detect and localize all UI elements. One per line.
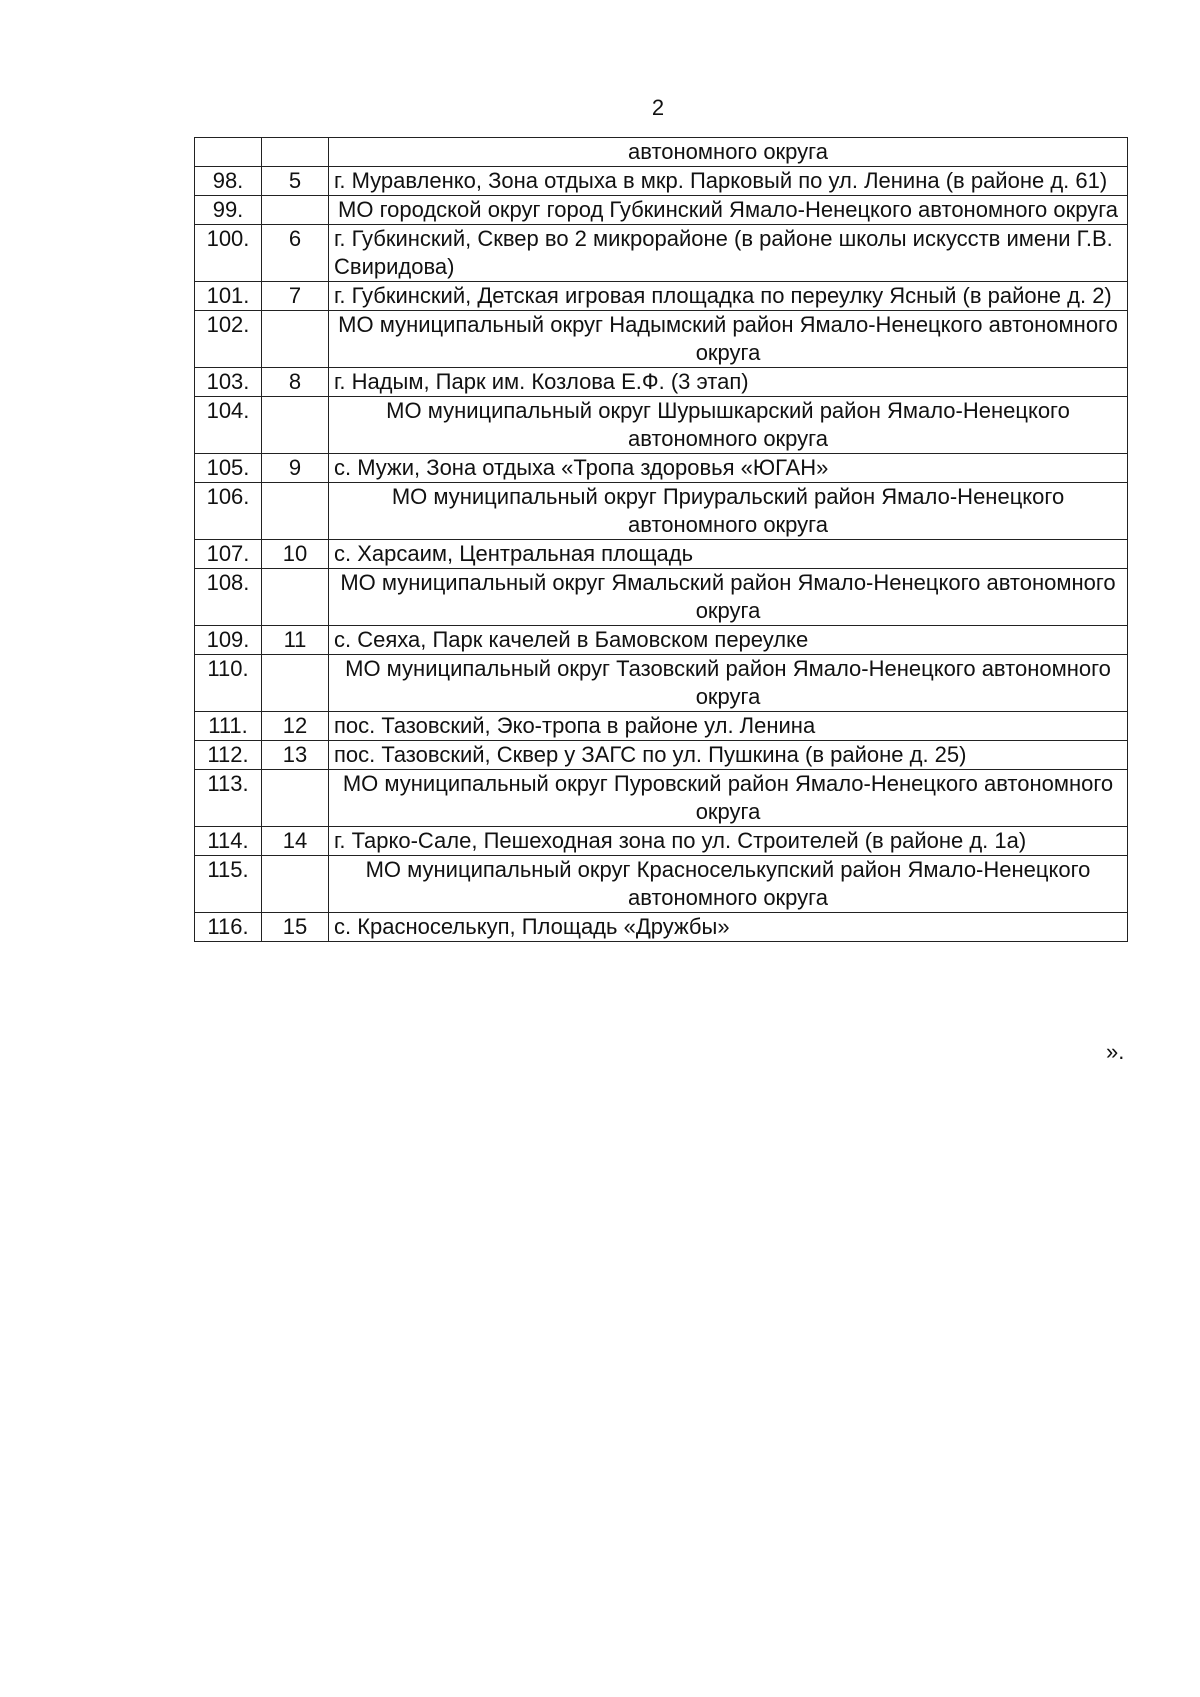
table-row [195, 856, 1128, 913]
row-number: 116. [195, 913, 262, 942]
place-description: пос. Тазовский, Сквер у ЗАГС по ул. Пушкина (в районе д. 25) [329, 741, 1128, 770]
municipality-heading: МО муниципальный округ Приуральский район Ямало-Ненецкого автономного округа [329, 483, 1128, 540]
row-number: 98. [195, 167, 262, 196]
object-number: 14 [262, 827, 329, 856]
object-number [262, 138, 329, 167]
row-number: 109. [195, 626, 262, 655]
object-number: 11 [262, 626, 329, 655]
row-number: 107. [195, 540, 262, 569]
table-row [195, 225, 1128, 282]
row-number: 114. [195, 827, 262, 856]
table-row [195, 655, 1128, 712]
row-number: 113. [195, 770, 262, 827]
object-number [262, 770, 329, 827]
row-number: 111. [195, 712, 262, 741]
object-number [262, 311, 329, 368]
object-number [262, 856, 329, 913]
row-number: 105. [195, 454, 262, 483]
row-number: 112. [195, 741, 262, 770]
place-description: г. Тарко-Сале, Пешеходная зона по ул. Строителей (в районе д. 1а) [329, 827, 1128, 856]
object-number: 15 [262, 913, 329, 942]
object-number: 6 [262, 225, 329, 282]
object-number [262, 569, 329, 626]
object-number: 7 [262, 282, 329, 311]
table-row [195, 167, 1128, 196]
object-number: 5 [262, 167, 329, 196]
table-row [195, 138, 1128, 167]
table-row [195, 483, 1128, 540]
table-row [195, 397, 1128, 454]
object-number: 10 [262, 540, 329, 569]
table-body [195, 138, 1128, 942]
closing-quote: ». [1106, 1039, 1125, 1064]
object-number [262, 483, 329, 540]
object-number: 13 [262, 741, 329, 770]
municipality-heading: МО муниципальный округ Надымский район Ямало-Ненецкого автономного округа [329, 311, 1128, 368]
table-row [195, 311, 1128, 368]
table-row [195, 712, 1128, 741]
place-description: с. Сеяха, Парк качелей в Бамовском переулке [329, 626, 1128, 655]
place-description: с. Мужи, Зона отдыха «Тропа здоровья «ЮГАН» [329, 454, 1128, 483]
place-description: г. Надым, Парк им. Козлова Е.Ф. (3 этап) [329, 368, 1128, 397]
table-row [195, 368, 1128, 397]
place-description: пос. Тазовский, Эко-тропа в районе ул. Ленина [329, 712, 1128, 741]
row-number: 101. [195, 282, 262, 311]
municipality-heading: МО муниципальный округ Красноселькупский район Ямало-Ненецкого автономного округа [329, 856, 1128, 913]
municipality-heading: МО муниципальный округ Шурышкарский район Ямало-Ненецкого автономного округа [329, 397, 1128, 454]
table-row [195, 741, 1128, 770]
row-number: 104. [195, 397, 262, 454]
municipality-heading: МО городской округ город Губкинский Ямало-Ненецкого автономного округа [329, 196, 1128, 225]
row-number: 108. [195, 569, 262, 626]
row-number: 115. [195, 856, 262, 913]
object-number [262, 397, 329, 454]
place-description: г. Губкинский, Детская игровая площадка по переулку Ясный (в районе д. 2) [329, 282, 1128, 311]
row-number: 99. [195, 196, 262, 225]
object-number: 12 [262, 712, 329, 741]
row-number: 102. [195, 311, 262, 368]
object-number [262, 196, 329, 225]
table-row [195, 569, 1128, 626]
municipality-heading: МО муниципальный округ Ямальский район Ямало-Ненецкого автономного округа [329, 569, 1128, 626]
row-number: 110. [195, 655, 262, 712]
table-row [195, 913, 1128, 942]
municipality-heading: МО муниципальный округ Тазовский район Ямало-Ненецкого автономного округа [329, 655, 1128, 712]
table-row [195, 540, 1128, 569]
objects-table [194, 137, 1128, 942]
object-number [262, 655, 329, 712]
place-description: с. Харсаим, Центральная площадь [329, 540, 1128, 569]
row-number [195, 138, 262, 167]
object-number: 8 [262, 368, 329, 397]
table-row [195, 454, 1128, 483]
table-row [195, 282, 1128, 311]
municipality-heading: автономного округа [329, 138, 1128, 167]
place-description: г. Муравленко, Зона отдыха в мкр. Парковый по ул. Ленина (в районе д. 61) [329, 167, 1128, 196]
page-number: 2 [651, 95, 665, 120]
place-description: г. Губкинский, Сквер во 2 микрорайоне (в районе школы искусств имени Г.В. Свиридова) [329, 225, 1128, 282]
place-description: с. Красноселькуп, Площадь «Дружбы» [329, 913, 1128, 942]
table-row [195, 196, 1128, 225]
object-number: 9 [262, 454, 329, 483]
table-row [195, 770, 1128, 827]
row-number: 100. [195, 225, 262, 282]
municipality-heading: МО муниципальный округ Пуровский район Ямало-Ненецкого автономного округа [329, 770, 1128, 827]
row-number: 103. [195, 368, 262, 397]
table-row [195, 827, 1128, 856]
row-number: 106. [195, 483, 262, 540]
table-row [195, 626, 1128, 655]
